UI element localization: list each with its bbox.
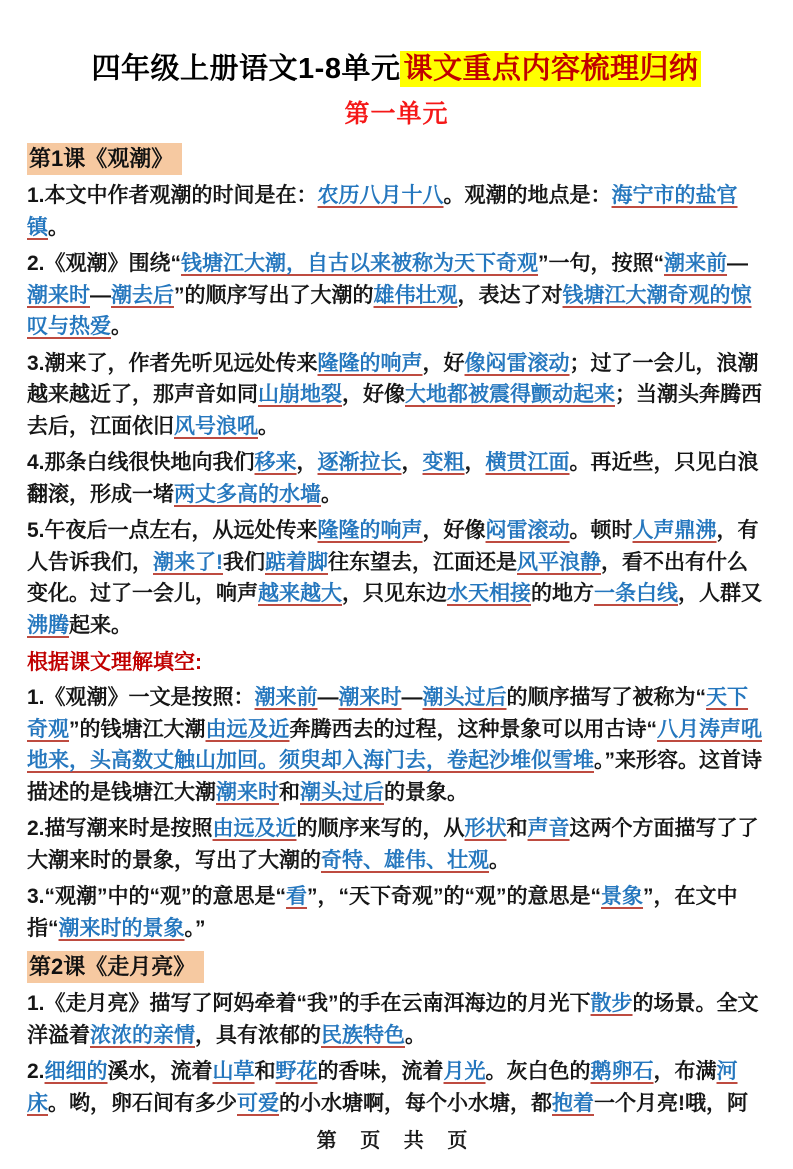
text-run: 。 — [258, 414, 279, 438]
text-run: ；当潮头奔腾西去后，江面依旧 — [27, 383, 762, 438]
text-run: 我们 — [223, 550, 265, 574]
text-run: ”一句，按照“ — [538, 252, 665, 275]
text-run: ，人群又 — [678, 582, 762, 605]
paragraph — [27, 180, 766, 243]
fill-in-answer: 潮去后 — [111, 283, 174, 307]
fill-in-answer: 山草 — [212, 1060, 255, 1083]
fill-in-answer: 散步 — [590, 992, 633, 1015]
text-run: 2.《观潮》围绕“ — [27, 252, 182, 275]
text-run: 1.《观潮》一文是按照： — [27, 686, 255, 709]
text-run: 的香味，流着 — [317, 1060, 444, 1083]
fill-in-answer: 像闷雷滚动 — [464, 351, 570, 375]
fill-in-answer: 奇特、雄伟、壮观 — [321, 848, 489, 872]
fill-in-answer: 潮来了! — [153, 550, 223, 574]
text-run: 和 — [279, 780, 300, 804]
fill-in-answer: 越来越大 — [258, 582, 342, 605]
paragraph — [27, 515, 766, 641]
text-run: ”，在文中指“ — [27, 885, 738, 940]
fill-in-answer: 潮来时的景象 — [58, 916, 185, 940]
fill-in-answer: 山崩地裂 — [258, 383, 342, 406]
text-run: 和 — [506, 817, 528, 840]
fill-in-answer: 野花 — [275, 1060, 318, 1083]
fill-in-answer: 雄伟壮观 — [373, 283, 458, 307]
fill-in-answer: 隆隆的响声 — [317, 519, 423, 542]
text-run: 5.午夜后一点左右，从远处传来 — [27, 519, 318, 542]
text-run: — — [90, 283, 111, 307]
text-run: ，有人告诉我们， — [27, 519, 759, 574]
fill-in-answer: 钱塘江大潮，自古以来被称为天下奇观 — [181, 252, 539, 275]
text-run: 的小水塘啊，每个小水塘，都 — [279, 1091, 552, 1115]
text-run: 。哟，卵石间有多少 — [48, 1091, 237, 1115]
lesson-heading: 第1课《观潮》 — [27, 143, 182, 175]
text-run: 3.“观潮”中的“观”的意思是“ — [27, 885, 287, 908]
title-highlighted-text: 课文重点内容梳理归纳 — [400, 51, 701, 87]
text-run: 。 — [321, 482, 342, 506]
text-run: 。再近些，只见白浪翻滚，形成一堵 — [27, 451, 759, 506]
fill-in-answer: 风平浪静 — [517, 550, 601, 574]
text-run: 1.本文中作者观潮的时间是在： — [27, 184, 318, 207]
text-run: 1.《走月亮》描写了阿妈牵着“我”的手在云南洱海边的月光下 — [27, 992, 591, 1015]
fill-in-answer: 潮来时 — [338, 686, 402, 709]
fill-in-answer: 声音 — [527, 817, 570, 840]
fill-in-answer: 潮来前 — [254, 686, 318, 709]
text-run: 3.潮来了，作者先听见远处传来 — [27, 351, 318, 375]
fill-in-answer: 风号浪吼 — [174, 414, 258, 438]
fill-in-answer: 形状 — [464, 817, 507, 840]
fill-in-answer: 看 — [286, 885, 308, 908]
text-run: 这两个方面描写了了大潮来时的景象，写出了大潮的 — [27, 817, 759, 872]
fill-in-answer: 景象 — [601, 885, 644, 908]
text-run: ，好 — [422, 351, 465, 375]
fill-in-answer: 隆隆的响声 — [317, 351, 423, 375]
text-run: 。 — [405, 1023, 426, 1047]
fill-in-answer: 沸腾 — [27, 613, 69, 637]
fill-in-answer: 可爱 — [237, 1091, 279, 1115]
fill-in-answer: 人声鼎沸 — [632, 519, 717, 542]
text-run: ；过了一会儿，浪潮越来越近了，那声音如同 — [27, 351, 759, 406]
text-run: ，好像 — [422, 519, 486, 542]
fill-in-answer: 闷雷滚动 — [485, 519, 570, 542]
text-run: ”，“天下奇观”的“观”的意思是“ — [307, 885, 602, 908]
page-footer: 第 页 共 页 — [316, 1130, 477, 1152]
content-blocks — [27, 136, 766, 1124]
fill-in-answer: 一条白线 — [594, 582, 678, 605]
fill-in-answer: 由远及近 — [212, 817, 297, 840]
text-run: 往东望去，江面还是 — [328, 550, 517, 574]
text-run: 。” — [184, 916, 206, 940]
text-run: ”的钱塘江大潮 — [69, 717, 206, 741]
text-run: 。观潮的地点是： — [443, 184, 612, 207]
text-run: — — [317, 686, 339, 709]
fill-in-answer: 踮着脚 — [265, 550, 328, 574]
fill-in-answer: 农历八月十八 — [317, 184, 444, 207]
text-run: 的顺序来写的，从 — [296, 817, 465, 840]
text-run: 。顿时 — [569, 519, 633, 542]
fill-in-answer: 钱塘江大潮奇观的惊叹与热爱 — [27, 283, 752, 338]
text-run: 。 — [489, 848, 510, 872]
lesson-heading-row — [27, 951, 766, 983]
unit-subtitle: 第一单元 — [344, 100, 449, 128]
text-run: ，具有浓郁的 — [195, 1023, 321, 1047]
fill-in-answer: 海宁市的盐官镇 — [27, 184, 738, 239]
fill-in-answer: 月光 — [443, 1060, 486, 1083]
text-run: 。 — [111, 315, 132, 338]
text-run: — — [401, 686, 423, 709]
fill-in-answer: 潮来时 — [27, 283, 90, 307]
text-run: 。灰白色的 — [485, 1060, 591, 1083]
fill-in-answer: 天下奇观 — [27, 686, 749, 741]
fill-in-answer: 河床 — [27, 1060, 738, 1115]
text-run: ， — [401, 451, 423, 474]
text-run: ，表达了对 — [457, 283, 563, 307]
fill-in-answer: 八月涛声吼地来，头高数丈触山加回。须臾却入海门去，卷起沙堆似雪堆 — [27, 717, 762, 772]
fill-in-answer: 变粗 — [422, 451, 465, 474]
paragraph — [27, 248, 766, 343]
fill-in-answer: 潮来前 — [664, 252, 728, 275]
text-run: ，看不出有什么变化。过了一会儿，响声 — [27, 550, 748, 605]
paragraph — [27, 813, 766, 876]
fill-in-answer: 水天相接 — [447, 582, 531, 605]
text-run: ， — [296, 451, 318, 474]
text-run: 的景象。 — [384, 780, 468, 804]
text-run: 2.描写潮来时是按照 — [27, 817, 213, 840]
text-run: 。 — [48, 215, 69, 239]
fill-in-answer: 潮来时 — [216, 780, 279, 804]
text-run: ， — [464, 451, 486, 474]
text-run: ，布满 — [653, 1060, 717, 1083]
text-run: ”的顺序写出了大潮的 — [174, 283, 374, 307]
paragraph — [27, 348, 766, 443]
lesson-heading: 第2课《走月亮》 — [27, 951, 204, 983]
fill-in-answer: 横贯江面 — [485, 451, 570, 474]
fill-in-answer: 潮头过后 — [300, 780, 384, 804]
fill-in-answer: 移来 — [254, 451, 297, 474]
fill-in-answer: 抱着 — [552, 1091, 594, 1115]
text-run: 的场景。全文洋溢着 — [27, 992, 759, 1047]
text-run: 的地方 — [531, 582, 594, 605]
text-run: 和 — [254, 1060, 276, 1083]
fill-in-answer: 潮头过后 — [422, 686, 507, 709]
fill-in-answer: 细细的 — [44, 1060, 108, 1083]
text-run: 的顺序描写了被称为“ — [506, 686, 707, 709]
text-run: 。”来形容。这首诗描述的是钱塘江大潮 — [27, 749, 762, 804]
fill-in-answer: 鹅卵石 — [590, 1060, 654, 1083]
text-run: ，好像 — [342, 383, 405, 406]
text-run: 起来。 — [69, 613, 132, 637]
text-run: — — [727, 252, 749, 275]
section-subheading: 根据课文理解填空: — [27, 651, 202, 674]
title-plain-text: 四年级上册语文1-8单元 — [91, 53, 401, 85]
fill-in-answer: 浓浓的亲情 — [90, 1023, 195, 1047]
paragraph — [27, 447, 766, 510]
lesson-heading-row — [27, 143, 766, 175]
fill-in-answer: 民族特色 — [321, 1023, 405, 1047]
text-run: ，只见东边 — [342, 582, 447, 605]
fill-in-answer: 大地都被震得颤动起来 — [405, 383, 615, 406]
fill-in-answer: 由远及近 — [205, 717, 290, 741]
paragraph — [27, 682, 766, 808]
text-run: 一个月亮!哦，阿 — [594, 1091, 748, 1115]
paragraph — [27, 881, 766, 944]
fill-in-answer: 逐渐拉长 — [317, 451, 402, 474]
text-run: 2. — [27, 1060, 45, 1083]
text-run: 奔腾西去的过程，这种景象可以用古诗“ — [289, 717, 657, 741]
document-title — [27, 46, 766, 87]
text-run: 溪水，流着 — [107, 1060, 213, 1083]
paragraph — [27, 988, 766, 1051]
text-run: 4.那条白线很快地向我们 — [27, 451, 255, 474]
paragraph — [27, 1056, 766, 1119]
fill-in-answer: 两丈多高的水墙 — [174, 482, 321, 506]
